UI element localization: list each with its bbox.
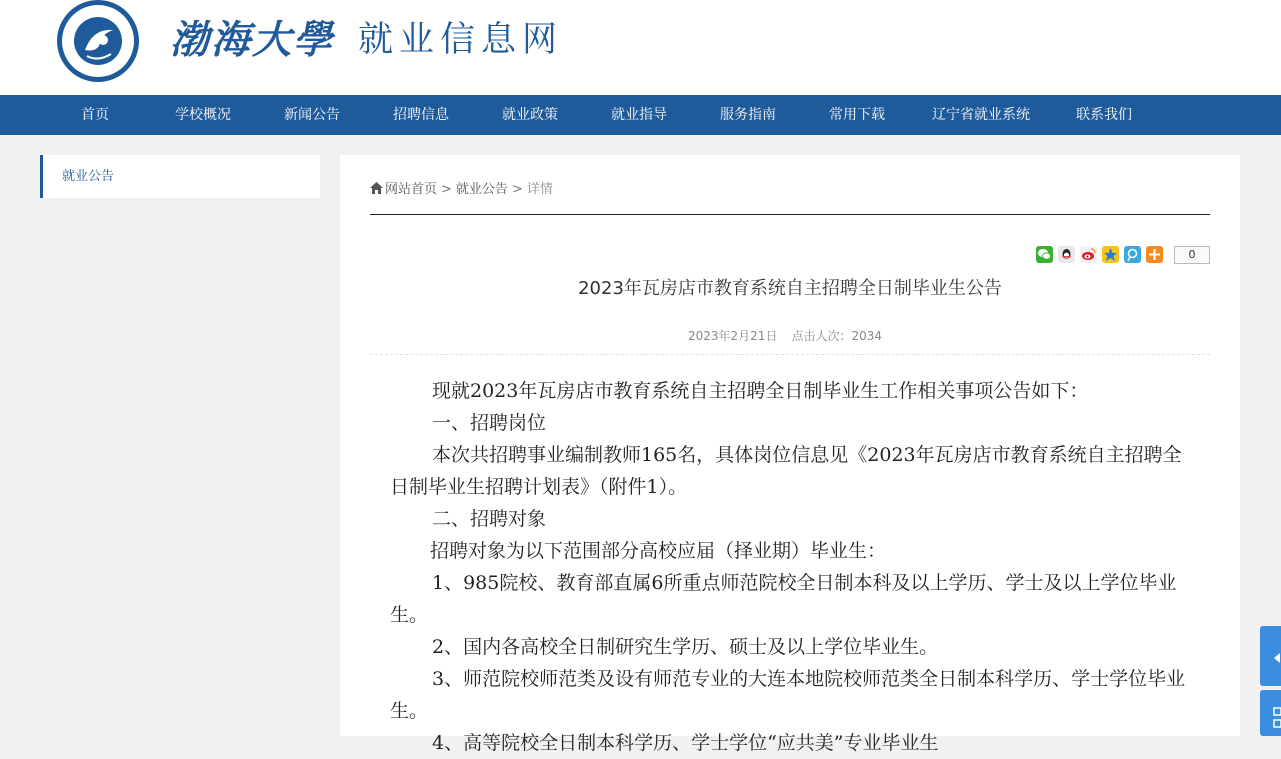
paragraph: 招聘对象为以下范围部分高校应届（择业期）毕业生： <box>430 540 887 562</box>
meta-divider <box>370 354 1210 355</box>
nav-item-contact[interactable]: 联系我们 <box>1076 107 1132 123</box>
university-seal-logo[interactable] <box>55 0 141 84</box>
nav-item-recruitment[interactable]: 招聘信息 <box>393 107 449 123</box>
paragraph: 3、师范院校师范类及设有师范专业的大连本地院校师范类全日制本科学历、学士学位毕业生。 <box>390 668 1186 722</box>
sidebar <box>40 155 320 198</box>
site-header <box>0 0 1281 95</box>
nav-item-downloads[interactable]: 常用下载 <box>829 107 885 123</box>
breadcrumb-section-link[interactable]: 就业公告 <box>455 182 508 197</box>
nav-item-news[interactable]: 新闻公告 <box>284 107 340 123</box>
site-name: 就业信息网 <box>358 20 564 60</box>
breadcrumb-separator: > <box>441 182 452 197</box>
main-nav <box>0 95 1281 135</box>
weibo-icon[interactable] <box>1080 246 1097 263</box>
qrcode-icon <box>1260 690 1281 736</box>
share-count: 0 <box>1174 246 1210 264</box>
qzone-icon[interactable] <box>1102 246 1119 263</box>
paragraph: 2、国内各高校全日制研究生学历、硕士及以上学位毕业生。 <box>432 636 939 658</box>
qq-icon[interactable] <box>1058 246 1075 263</box>
nav-item-school-overview[interactable]: 学校概况 <box>175 107 231 123</box>
paragraph: 本次共招聘事业编制教师165名，具体岗位信息见《2023年瓦房店市教育系统自主招聘全日制毕业生招聘计划表》（附件1）。 <box>390 444 1182 498</box>
breadcrumb-current: 详情 <box>526 182 553 197</box>
article-title: 2023年瓦房店市教育系统自主招聘全日制毕业生公告 <box>578 278 1002 299</box>
nav-item-guidance[interactable]: 就业指导 <box>611 107 667 123</box>
paragraph: 现就2023年瓦房店市教育系统自主招聘全日制毕业生工作相关事项公告如下： <box>432 380 1089 402</box>
nav-item-service-guide[interactable]: 服务指南 <box>720 107 776 123</box>
article-panel <box>340 155 1240 754</box>
home-icon <box>370 182 383 194</box>
qrcode-button[interactable] <box>1260 690 1281 736</box>
paragraph: 1、985院校、教育部直属6所重点师范院校全日制本科及以上学历、学士及以上学位毕业生。 <box>390 572 1177 626</box>
breadcrumb-separator: > <box>511 182 523 197</box>
tencent-weibo-icon[interactable] <box>1124 246 1141 263</box>
breadcrumb-divider <box>370 214 1210 215</box>
breadcrumb-home-link[interactable]: 网站首页 <box>385 182 438 197</box>
article-views: 点击人次：2034 <box>791 329 882 343</box>
back-to-top-button[interactable] <box>1260 626 1281 686</box>
university-name: 渤海大學 <box>170 17 335 63</box>
paragraph: 二、招聘对象 <box>432 508 547 530</box>
nav-item-policy[interactable]: 就业政策 <box>502 107 558 123</box>
paragraph: 一、招聘岗位 <box>432 412 547 434</box>
paragraph: 4、高等院校全日制本科学历、学士学位“应共美”专业毕业生 <box>432 732 939 754</box>
article-meta <box>340 327 1230 345</box>
breadcrumb <box>370 181 553 199</box>
article-body <box>390 375 1190 759</box>
nav-item-home[interactable]: 首页 <box>81 107 109 123</box>
sidebar-item-announcements[interactable]: 就业公告 <box>62 169 115 184</box>
wechat-icon[interactable] <box>1036 246 1053 263</box>
arrow-up-icon <box>1260 626 1281 686</box>
nav-item-liaoning-system[interactable]: 辽宁省就业系统 <box>932 107 1030 123</box>
more-icon[interactable] <box>1146 246 1163 263</box>
article-date: 2023年2月21日 <box>688 329 778 343</box>
